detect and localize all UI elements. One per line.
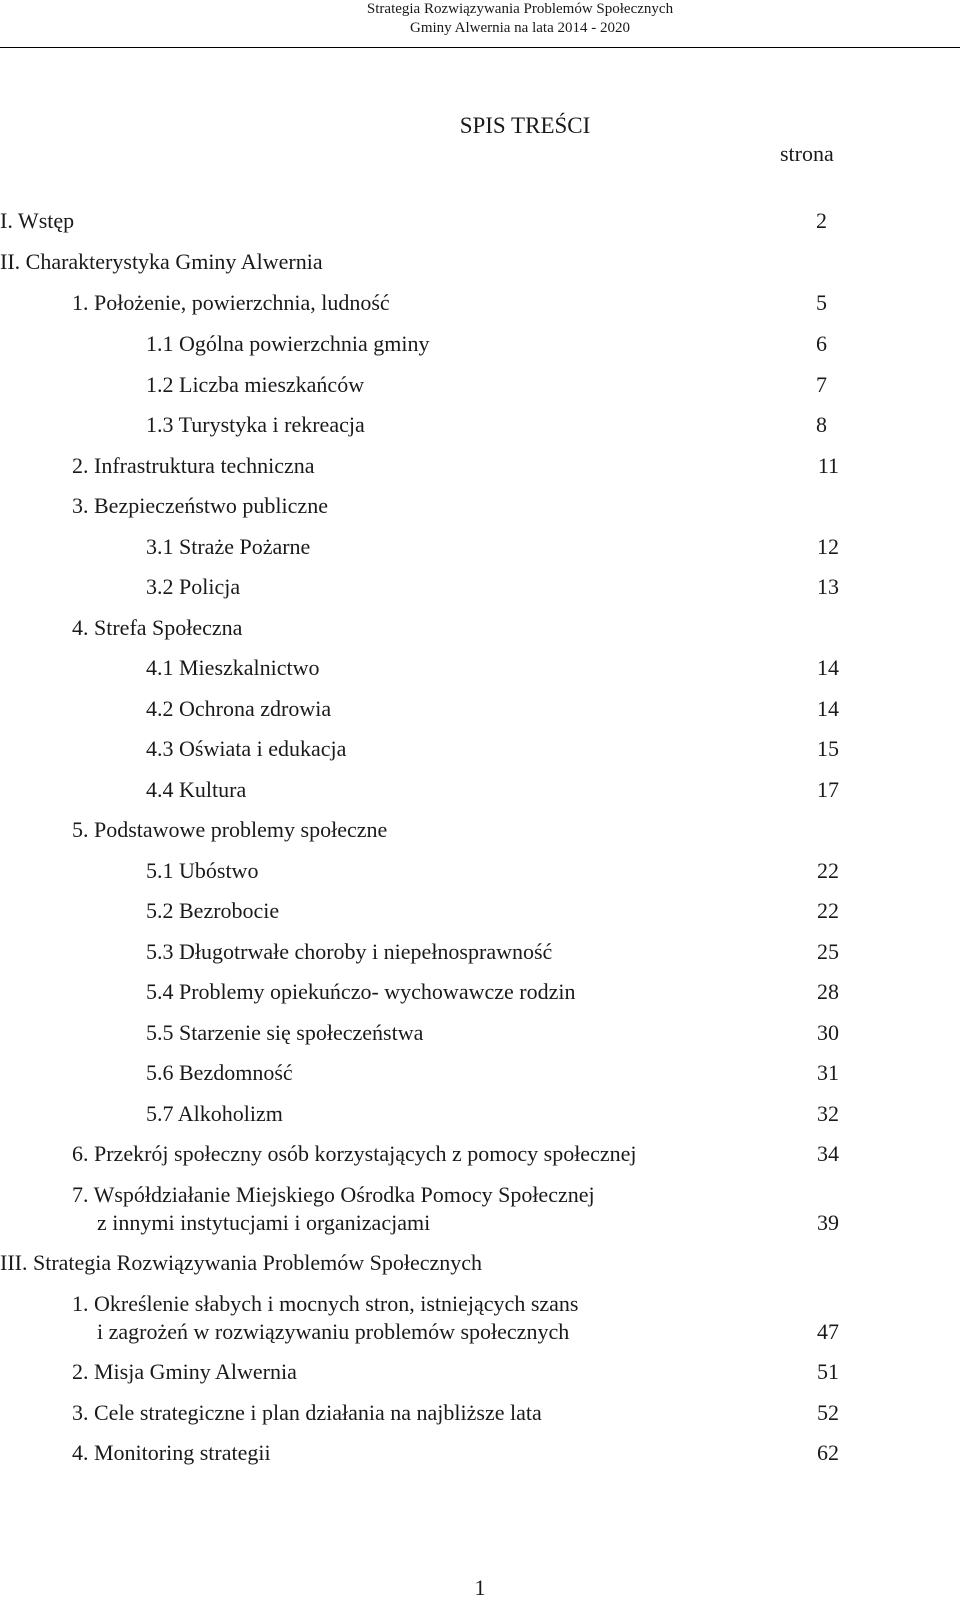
toc-entry[interactable] (72, 1399, 542, 1427)
toc-entry-label: 4.1 Mieszkalnictwo (146, 655, 320, 680)
toc-entry[interactable] (0, 248, 323, 276)
toc-entry-page: 6 (816, 331, 827, 356)
toc-entry-page: 15 (817, 736, 839, 761)
toc-entry-page: 39 (817, 1210, 839, 1235)
toc-entry-label: 6. Przekrój społeczny osób korzystających z pomocy społecznej (72, 1141, 637, 1166)
toc-entry[interactable] (72, 1439, 271, 1467)
toc-entry[interactable] (72, 1290, 578, 1346)
toc-entry[interactable] (72, 1358, 297, 1386)
page-number: 1 (474, 1575, 486, 1600)
toc-entry-page: 14 (817, 655, 839, 680)
toc-entry[interactable] (146, 533, 310, 561)
toc-entry-page: 31 (817, 1060, 839, 1085)
toc-entry[interactable] (72, 1181, 595, 1237)
toc-entry-label: 4.4 Kultura (146, 777, 247, 802)
toc-entry-page: 13 (817, 574, 839, 599)
toc-entry[interactable] (0, 207, 74, 235)
toc-entry[interactable] (72, 289, 390, 317)
toc-entry-label: 5.6 Bezdomność (146, 1060, 293, 1085)
toc-entry-label: 3. Cele strategiczne i plan działania na najbliższe lata (72, 1400, 542, 1425)
toc-entry-label: 2. Infrastruktura techniczna (72, 453, 315, 478)
toc-entry-label: 5.3 Długotrwałe choroby i niepełnosprawność (146, 939, 553, 964)
header-line-1: Strategia Rozwiązywania Problemów Społecznych (366, 1, 674, 17)
toc-entry[interactable] (72, 452, 315, 480)
toc-entry-page: 52 (817, 1400, 839, 1425)
toc-entry-label: 5.2 Bezrobocie (146, 898, 280, 923)
toc-entry[interactable] (72, 816, 387, 844)
toc-entry[interactable] (146, 857, 258, 885)
toc-entry[interactable] (146, 654, 320, 682)
toc-entry-label: 1.2 Liczba mieszkańców (146, 372, 365, 397)
toc-entry-label-continuation: z innymi instytucjami i organizacjami (97, 1210, 431, 1235)
toc-entry-page: 2 (816, 208, 827, 233)
toc-entry-page: 22 (817, 858, 839, 883)
toc-entry-label: 1.3 Turystyka i rekreacja (146, 412, 365, 437)
toc-entry-label: 1. Położenie, powierzchnia, ludność (72, 290, 390, 315)
toc-entry-label: II. Charakterystyka Gminy Alwernia (0, 249, 323, 274)
toc-entry-page: 51 (817, 1359, 839, 1384)
toc-entry-page: 5 (816, 290, 827, 315)
toc-entry-page: 25 (817, 939, 839, 964)
toc-entry-page: 28 (817, 979, 839, 1004)
toc-entry-label: 4. Monitoring strategii (72, 1440, 271, 1465)
toc-title: SPIS TREŚCI (459, 113, 591, 138)
toc-entry-page: 12 (817, 534, 839, 559)
toc-entry-label: 2. Misja Gminy Alwernia (72, 1359, 297, 1384)
toc-entry-page: 14 (817, 696, 839, 721)
toc-entry[interactable] (146, 978, 575, 1006)
toc-entry-label: 3.1 Straże Pożarne (146, 534, 311, 559)
toc-entry-page: 11 (817, 453, 839, 478)
toc-entry[interactable] (146, 1059, 293, 1087)
toc-entry-page: 7 (816, 372, 827, 397)
toc-entry[interactable] (72, 614, 242, 642)
toc-entry-label: 1. Określenie słabych i mocnych stron, istniejących szans (72, 1291, 579, 1316)
toc-entry-page: 47 (817, 1319, 839, 1344)
toc-entry[interactable] (146, 695, 331, 723)
toc-entry-label: 4.2 Ochrona zdrowia (146, 696, 332, 721)
toc-entry[interactable] (0, 1249, 482, 1277)
toc-entry-label: 4. Strefa Społeczna (72, 615, 243, 640)
toc-entry-page: 22 (817, 898, 839, 923)
toc-entry-page: 17 (817, 777, 839, 802)
toc-entry[interactable] (146, 735, 346, 763)
toc-entry-label-continuation: i zagrożeń w rozwiązywaniu problemów społecznych (97, 1319, 570, 1344)
toc-entry-page: 8 (816, 412, 827, 437)
page-column-label: strona (780, 141, 834, 166)
toc-entry[interactable] (146, 411, 365, 439)
toc-entry[interactable] (72, 1140, 636, 1168)
toc-entry-label: 7. Współdziałanie Miejskiego Ośrodka Pomocy Społecznej (72, 1182, 595, 1207)
toc-entry-page: 62 (817, 1440, 839, 1465)
toc-entry[interactable] (146, 330, 430, 358)
toc-entry-label: 3.2 Policja (146, 574, 241, 599)
toc-entry[interactable] (146, 938, 552, 966)
toc-entry-page: 30 (817, 1020, 839, 1045)
toc-entry-page: 32 (817, 1101, 839, 1126)
toc-entry-label: I. Wstęp (0, 208, 75, 233)
toc-entry[interactable] (146, 1019, 423, 1047)
toc-entry-label: 5.1 Ubóstwo (146, 858, 259, 883)
toc-entry[interactable] (146, 371, 364, 399)
toc-entry-label: 5.4 Problemy opiekuńczo- wychowawcze rodzin (146, 979, 576, 1004)
toc-entry-label: 5. Podstawowe problemy społeczne (72, 817, 388, 842)
toc-entry-label: 1.1 Ogólna powierzchnia gminy (146, 331, 430, 356)
toc-entry[interactable] (146, 776, 246, 804)
toc-entry[interactable] (146, 573, 240, 601)
toc-entry-label: 3. Bezpieczeństwo publiczne (72, 493, 328, 518)
toc-entry-page: 34 (817, 1141, 839, 1166)
toc-entry[interactable] (72, 492, 328, 520)
toc-entry-label: 4.3 Oświata i edukacja (146, 736, 347, 761)
toc-entry[interactable] (146, 897, 279, 925)
header-line-2: Gminy Alwernia na lata 2014 - 2020 (410, 20, 630, 36)
toc-entry-label: 5.5 Starzenie się społeczeństwa (146, 1020, 424, 1045)
toc-entry-label: 5.7 Alkoholizm (146, 1101, 283, 1126)
toc-entry[interactable] (146, 1100, 283, 1128)
toc-entry-label: III. Strategia Rozwiązywania Problemów Społecznych (0, 1250, 483, 1275)
